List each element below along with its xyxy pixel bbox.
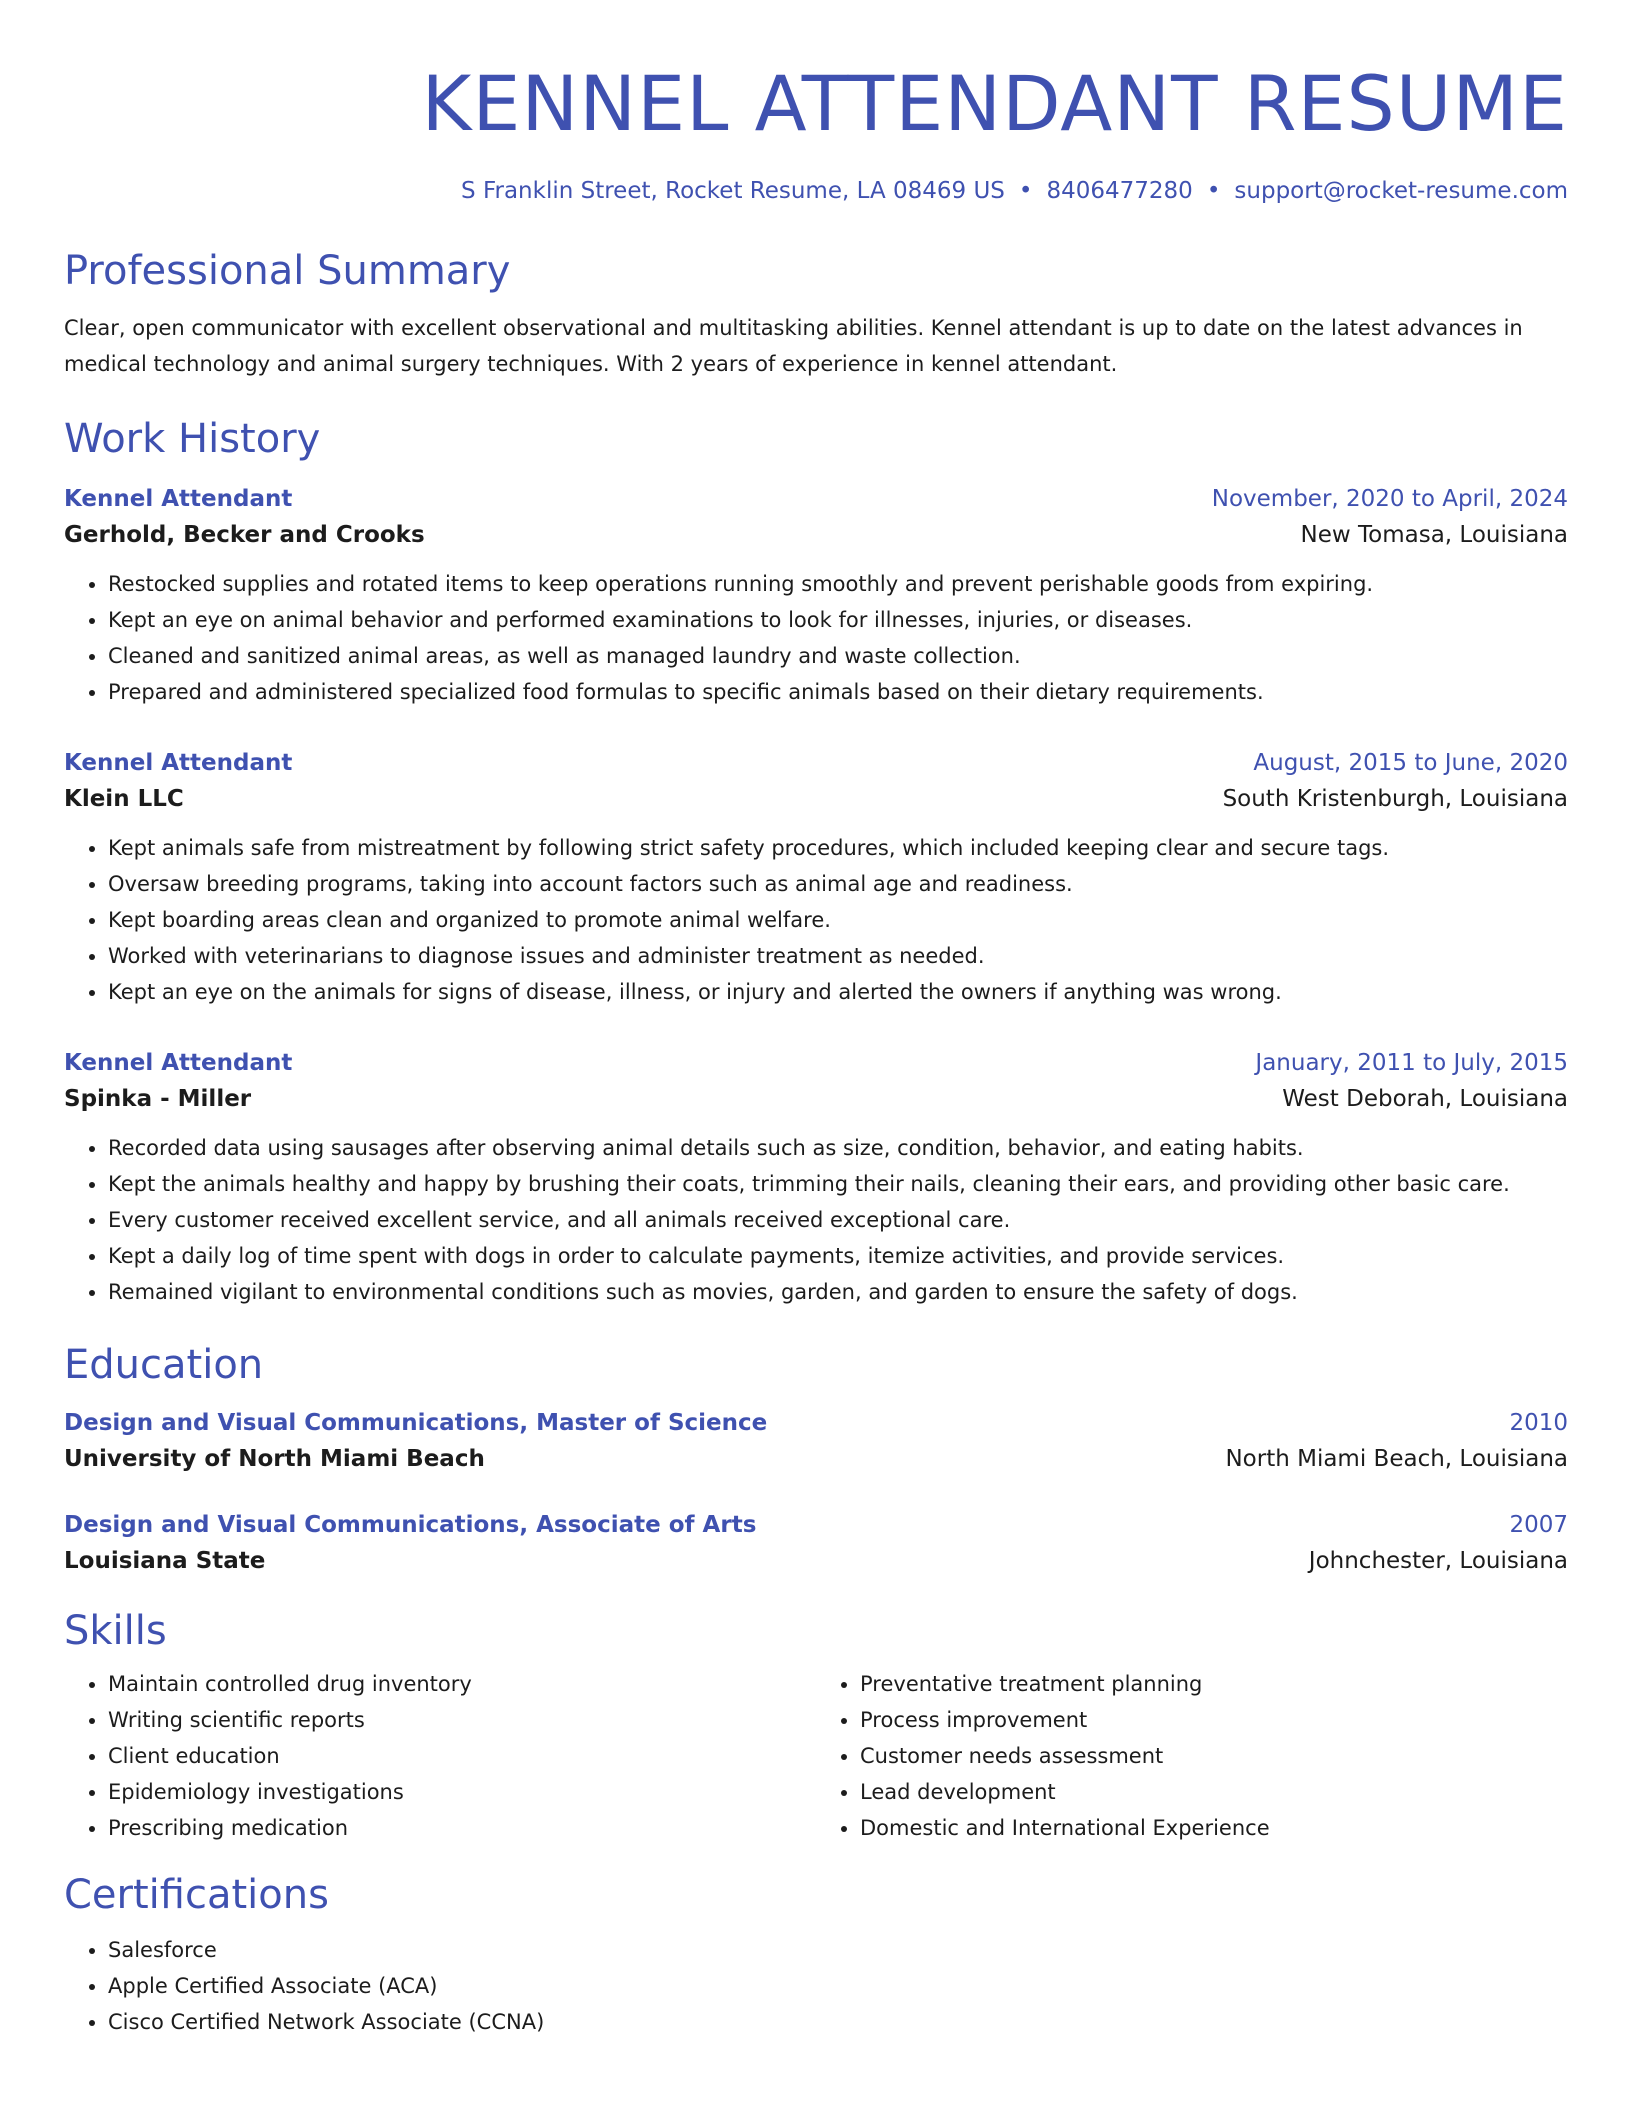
work-history-heading: Work History [64, 416, 321, 462]
education-year: 2007 [1509, 1512, 1568, 1538]
job-company: Klein LLC [64, 786, 184, 812]
job-entry [64, 1046, 1568, 1310]
list-item: • Kept boarding areas clean and organized to promote animal welfare. [108, 902, 1568, 938]
job-title: Kennel Attendant [64, 750, 293, 776]
job-title: Kennel Attendant [64, 1050, 293, 1076]
list-item: • Kept animals safe from mistreatment by following strict safety procedures, which included keeping clear and secure tags. [108, 830, 1568, 866]
list-item: • Kept a daily log of time spent with dogs in order to calculate payments, itemize activities, and provide services. [108, 1238, 1568, 1274]
certifications-heading: Certifications [64, 1872, 329, 1918]
summary-heading: Professional Summary [64, 248, 511, 294]
list-item: • Client education [108, 1738, 816, 1774]
list-item: • Customer needs assessment [860, 1738, 1568, 1774]
job-location: New Tomasa, Louisiana [1300, 522, 1568, 548]
contact-address: S Franklin Street, Rocket Resume, LA 08469 US [461, 178, 1005, 204]
education-location: North Miami Beach, Louisiana [1225, 1446, 1568, 1472]
certifications-list [64, 1932, 1568, 2040]
list-item: • Oversaw breeding programs, taking into account factors such as animal age and readiness. [108, 866, 1568, 902]
contact-line [64, 176, 1568, 206]
education-heading: Education [64, 1342, 264, 1388]
job-company: Spinka - Miller [64, 1086, 252, 1112]
list-item: • Apple Certified Associate (ACA) [108, 1968, 1568, 2004]
list-item: • Kept an eye on animal behavior and performed examinations to look for illnesses, injuries, or diseases. [108, 602, 1568, 638]
list-item: • Domestic and International Experience [860, 1810, 1568, 1846]
job-title: Kennel Attendant [64, 486, 293, 512]
education-school: University of North Miami Beach [64, 1446, 485, 1472]
education-school: Louisiana State [64, 1548, 266, 1574]
list-item: • Restocked supplies and rotated items to keep operations running smoothly and prevent perishable goods from expiring. [108, 566, 1568, 602]
list-item: • Writing scientific reports [108, 1702, 816, 1738]
list-item: • Every customer received excellent service, and all animals received exceptional care. [108, 1202, 1568, 1238]
contact-separator: • [1018, 178, 1033, 204]
job-bullets [64, 566, 1568, 710]
job-dates: August, 2015 to June, 2020 [1253, 750, 1568, 776]
skills-heading: Skills [64, 1608, 167, 1654]
skills-columns [64, 1666, 1568, 1846]
list-item: • Preventative treatment planning [860, 1666, 1568, 1702]
job-entry [64, 746, 1568, 1010]
job-company: Gerhold, Becker and Crooks [64, 522, 425, 548]
resume-title: KENNEL ATTENDANT RESUME [421, 59, 1568, 148]
job-location: West Deborah, Louisiana [1282, 1086, 1568, 1112]
list-item: • Worked with veterinarians to diagnose issues and administer treatment as needed. [108, 938, 1568, 974]
contact-email[interactable]: support@rocket-resume.com [1234, 178, 1568, 204]
job-bullets [64, 830, 1568, 1010]
list-item: • Kept the animals healthy and happy by brushing their coats, trimming their nails, cleaning their ears, and providing other basic care. [108, 1166, 1568, 1202]
education-entry [64, 1508, 1568, 1580]
list-item: • Epidemiology investigations [108, 1774, 816, 1810]
education-degree: Design and Visual Communications, Associate of Arts [64, 1512, 757, 1538]
education-entry [64, 1406, 1568, 1478]
list-item: • Cleaned and sanitized animal areas, as well as managed laundry and waste collection. [108, 638, 1568, 674]
list-item: • Remained vigilant to environmental conditions such as movies, garden, and garden to ensure the safety of dogs. [108, 1274, 1568, 1310]
education-year: 2010 [1509, 1410, 1568, 1436]
list-item: • Cisco Certified Network Associate (CCNA) [108, 2004, 1568, 2040]
list-item: • Salesforce [108, 1932, 1568, 1968]
job-entry [64, 482, 1568, 710]
summary-text: Clear, open communicator with excellent observational and multitasking abilities. Kennel attendant is up to date on the latest advances in medical technology and animal surgery techniques. With 2 years of experience in kennel attendant. [64, 316, 1523, 376]
list-item: • Lead development [860, 1774, 1568, 1810]
skills-list-left [64, 1666, 816, 1846]
list-item: • Prescribing medication [108, 1810, 816, 1846]
contact-separator: • [1206, 178, 1221, 204]
job-dates: January, 2011 to July, 2015 [1255, 1050, 1568, 1076]
list-item: • Prepared and administered specialized food formulas to specific animals based on their dietary requirements. [108, 674, 1568, 710]
list-item: • Recorded data using sausages after observing animal details such as size, condition, behavior, and eating habits. [108, 1130, 1568, 1166]
list-item: • Process improvement [860, 1702, 1568, 1738]
contact-phone: 8406477280 [1046, 178, 1193, 204]
job-bullets [64, 1130, 1568, 1310]
education-degree: Design and Visual Communications, Master of Science [64, 1410, 768, 1436]
resume-page [64, 0, 1568, 2040]
education-location: Johnchester, Louisiana [1308, 1548, 1568, 1574]
skills-list-right [816, 1666, 1568, 1846]
list-item: • Maintain controlled drug inventory [108, 1666, 816, 1702]
list-item: • Kept an eye on the animals for signs of disease, illness, or injury and alerted the owners if anything was wrong. [108, 974, 1568, 1010]
job-location: South Kristenburgh, Louisiana [1222, 786, 1568, 812]
job-dates: November, 2020 to April, 2024 [1211, 486, 1568, 512]
